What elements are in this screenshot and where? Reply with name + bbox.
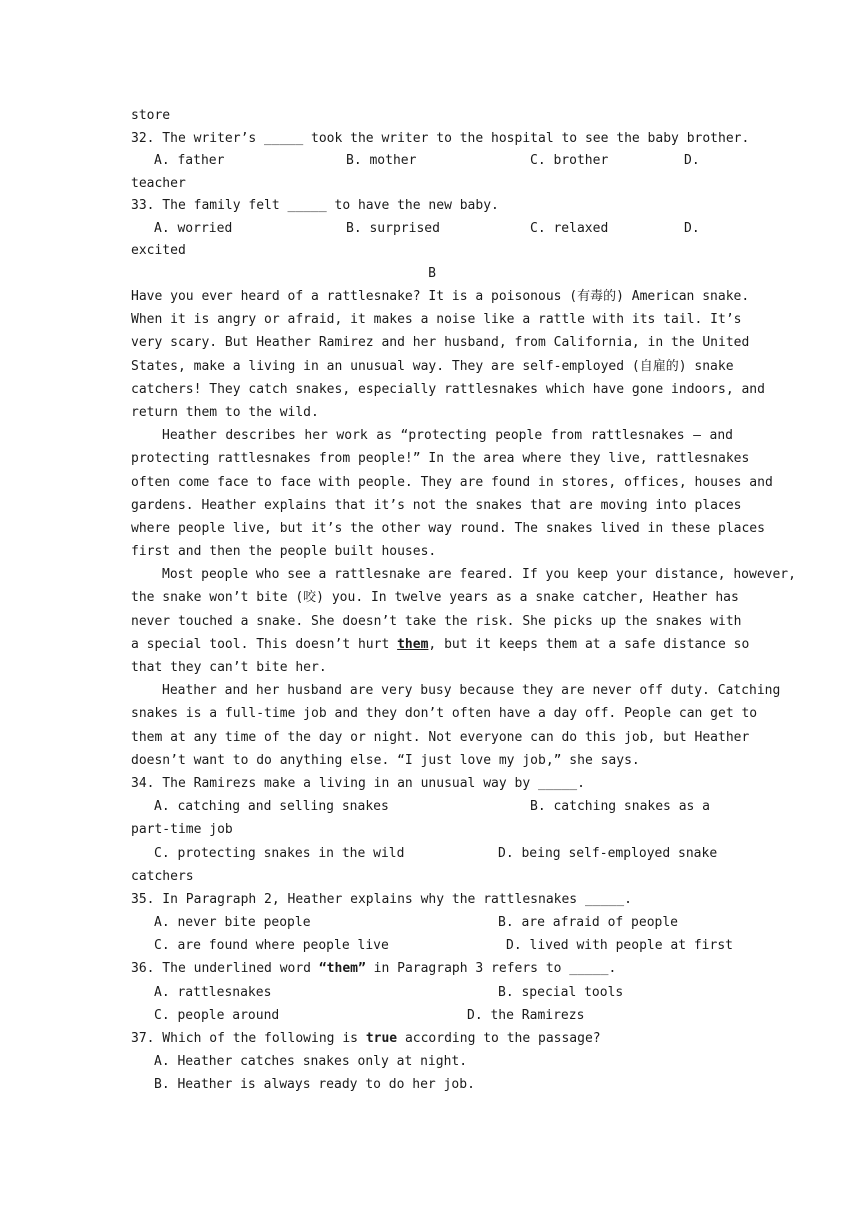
passage-line: often come face to face with people. They are found in stores, offices, houses and — [131, 474, 773, 490]
question-34: 34. The Ramirezs make a living in an unusual way by _____. — [131, 775, 585, 791]
question-35-options — [131, 934, 733, 957]
passage-text: , but it keeps them at a safe distance so — [428, 636, 750, 652]
passage-line: gardens. Heather explains that it’s not the snakes that are moving into places — [131, 497, 742, 513]
option-b: B. Heather is always ready to do her job. — [154, 1077, 475, 1093]
option-a: A. catching and selling snakes — [154, 799, 389, 815]
question-text: according to the passage? — [397, 1031, 601, 1046]
passage-line: never touched a snake. She doesn’t take the risk. She picks up the snakes with — [131, 613, 742, 629]
option-d: D. the Ramirezs — [467, 1007, 585, 1023]
question-35-options — [131, 911, 733, 934]
option-c: C. relaxed — [530, 220, 609, 236]
passage-line: When it is angry or afraid, it makes a noise like a rattle with its tail. It’s — [131, 312, 742, 328]
passage-line: catchers! They catch snakes, especially rattlesnakes which have gone indoors, and — [131, 381, 765, 397]
section-heading: B — [428, 265, 436, 281]
question-32-options — [131, 150, 733, 173]
emphasized-word: true — [365, 1031, 398, 1046]
option-b-continued: part-time job — [131, 822, 233, 838]
question-34-options — [131, 795, 733, 818]
passage-line: Most people who see a rattlesnake are feared. If you keep your distance, however, — [162, 567, 796, 583]
passage-line: Heather describes her work as “protecting people from rattlesnakes — and — [162, 428, 733, 444]
question-text: 37. Which of the following is — [131, 1031, 366, 1046]
option-d: D. lived with people at first — [506, 938, 733, 954]
option-d: D. — [684, 153, 700, 168]
passage-line: Have you ever heard of a rattlesnake? It is a poisonous (有毒的) American snake. — [131, 289, 750, 304]
question-32: 32. The writer’s _____ took the writer to the hospital to see the baby brother. — [131, 130, 750, 146]
passage-text: a special tool. This doesn’t hurt — [131, 636, 398, 652]
passage-line: Heather and her husband are very busy because they are never off duty. Catching — [162, 683, 781, 699]
option-d-continued: catchers — [131, 868, 194, 884]
question-37 — [131, 1027, 733, 1050]
option-a: A. worried — [154, 220, 233, 236]
quoted-word: “them” — [318, 961, 366, 977]
worksheet-page — [131, 105, 796, 1097]
passage-line: them at any time of the day or night. Not everyone can do this job, but Heather — [131, 729, 750, 745]
option-b: B. mother — [346, 153, 417, 168]
question-36-options — [131, 1004, 733, 1027]
question-35: 35. In Paragraph 2, Heather explains why the rattlesnakes _____. — [131, 891, 632, 907]
passage-line: very scary. But Heather Ramirez and her husband, from California, in the United — [131, 335, 750, 351]
question-36 — [131, 957, 733, 980]
question-33: 33. The family felt _____ to have the new baby. — [131, 198, 499, 213]
text-line: store — [131, 108, 171, 123]
underlined-word: them — [397, 636, 429, 652]
option-d: D. — [684, 220, 700, 236]
option-b: B. special tools — [498, 984, 624, 1000]
option-b: B. surprised — [346, 220, 440, 236]
question-33-options — [131, 218, 733, 241]
passage-line: first and then the people built houses. — [131, 544, 437, 560]
option-d-continued: teacher — [131, 175, 186, 191]
option-d: D. being self-employed snake — [498, 845, 718, 861]
passage-line: the snake won’t bite (咬) you. In twelve years as a snake catcher, Heather has — [131, 590, 739, 606]
option-b: B. are afraid of people — [498, 915, 679, 931]
passage-line: where people live, but it’s the other way round. The snakes lived in these places — [131, 520, 765, 536]
question-37-options — [131, 1050, 733, 1073]
passage-line — [131, 633, 750, 656]
option-c: C. are found where people live — [154, 938, 389, 954]
option-a: A. never bite people — [154, 915, 311, 931]
option-b: B. catching snakes as a — [530, 799, 711, 815]
option-d-continued: excited — [131, 243, 186, 258]
option-a: A. Heather catches snakes only at night. — [154, 1054, 468, 1070]
passage-line: protecting rattlesnakes from people!” In the area where they live, rattlesnakes — [131, 451, 750, 467]
option-a: A. rattlesnakes — [154, 984, 272, 1000]
option-c: C. people around — [154, 1007, 280, 1023]
passage-line: snakes is a full-time job and they don’t often have a day off. People can get to — [131, 706, 758, 722]
passage-line: return them to the wild. — [131, 404, 319, 420]
question-text: 36. The underlined word — [131, 961, 319, 977]
question-36-options — [131, 981, 733, 1004]
passage-line: States, make a living in an unusual way. They are self-employed (自雇的) snake — [131, 358, 734, 374]
option-c: C. brother — [530, 153, 609, 168]
question-34-options — [131, 842, 733, 865]
passage-line: that they can’t bite her. — [131, 660, 327, 675]
question-37-options — [131, 1073, 733, 1096]
question-text: in Paragraph 3 refers to _____. — [365, 961, 617, 977]
passage-line: doesn’t want to do anything else. “I just love my job,” she says. — [131, 752, 640, 768]
option-c: C. protecting snakes in the wild — [154, 845, 405, 861]
option-a: A. father — [154, 153, 225, 168]
